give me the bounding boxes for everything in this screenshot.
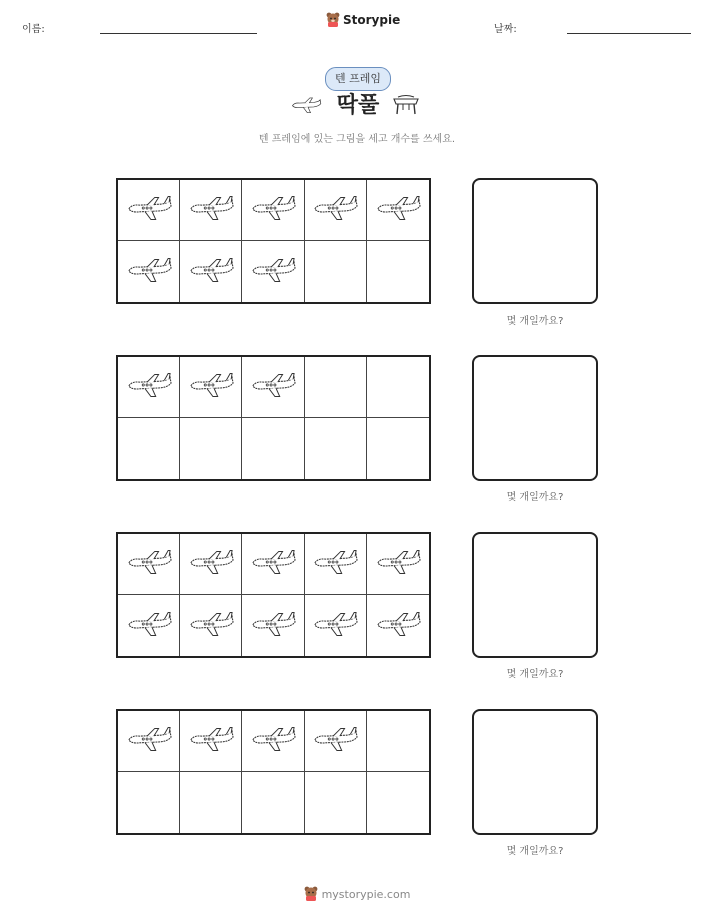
frame-cell: [180, 534, 242, 595]
frame-cell: [367, 534, 429, 595]
frame-cell: [180, 772, 242, 833]
airplane-icon: [312, 724, 358, 758]
airplane-icon: [126, 609, 172, 643]
topic-badge: 텐 프레임: [325, 67, 391, 91]
answer-box-1[interactable]: [472, 178, 598, 304]
frame-cell: [367, 772, 429, 833]
bear-icon: [304, 886, 318, 902]
frame-cell: [118, 180, 180, 241]
frame-cell: [367, 418, 429, 479]
brand-logo: [326, 12, 400, 28]
frame-cell: [118, 534, 180, 595]
footer-site: mystorypie.com: [321, 887, 411, 901]
frame-cell: [118, 418, 180, 479]
frame-cell: [305, 595, 367, 656]
airplane-icon: [126, 370, 172, 404]
question-label-3: 몇 개일까요?: [506, 669, 564, 680]
frame-cell: [180, 180, 242, 241]
page-title: 딱풀: [336, 93, 380, 118]
airplane-icon: [188, 255, 234, 289]
question-label-2: 몇 개일까요?: [506, 492, 564, 503]
frame-cell: [242, 241, 304, 302]
ten-frame-4: [116, 709, 431, 835]
frame-cell: [367, 180, 429, 241]
airplane-icon: [250, 370, 296, 404]
frame-cell: [367, 241, 429, 302]
airplane-icon: [188, 609, 234, 643]
airplane-icon: [250, 547, 296, 581]
frame-cell: [305, 534, 367, 595]
date-line[interactable]: [567, 33, 691, 34]
frame-cell: [367, 595, 429, 656]
airplane-icon: [126, 724, 172, 758]
answer-box-3[interactable]: [472, 532, 598, 658]
glue-stick-icon: [391, 93, 421, 115]
airplane-icon: [250, 255, 296, 289]
frame-cell: [305, 772, 367, 833]
frame-cell: [180, 711, 242, 772]
airplane-icon: [375, 609, 421, 643]
frame-cell: [118, 595, 180, 656]
frame-cell: [242, 595, 304, 656]
question-label-4: 몇 개일까요?: [506, 846, 564, 857]
airplane-icon: [188, 724, 234, 758]
instruction-text: 텐 프레임에 있는 그림을 세고 개수를 쓰세요.: [258, 134, 456, 145]
airplane-icon: [375, 547, 421, 581]
name-line[interactable]: [100, 33, 257, 34]
bear-icon: [326, 12, 340, 28]
airplane-icon: [188, 547, 234, 581]
frame-cell: [242, 418, 304, 479]
frame-cell: [305, 241, 367, 302]
airplane-icon: [188, 193, 234, 227]
airplane-icon: [312, 609, 358, 643]
frame-cell: [367, 357, 429, 418]
ten-frame-3: [116, 532, 431, 658]
question-label-1: 몇 개일까요?: [506, 316, 564, 327]
frame-cell: [118, 711, 180, 772]
airplane-icon: [126, 255, 172, 289]
frame-cell: [242, 534, 304, 595]
frame-cell: [118, 241, 180, 302]
ten-frame-2: [116, 355, 431, 481]
frame-cell: [305, 180, 367, 241]
frame-cell: [180, 418, 242, 479]
frame-cell: [305, 357, 367, 418]
frame-cell: [118, 357, 180, 418]
answer-box-2[interactable]: [472, 355, 598, 481]
airplane-icon: [289, 96, 323, 114]
frame-cell: [242, 772, 304, 833]
frame-cell: [180, 241, 242, 302]
brand-name: Storypie: [343, 13, 401, 27]
airplane-icon: [312, 193, 358, 227]
frame-cell: [180, 357, 242, 418]
frame-cell: [242, 711, 304, 772]
airplane-icon: [312, 547, 358, 581]
frame-cell: [367, 711, 429, 772]
footer: [0, 886, 714, 902]
airplane-icon: [126, 193, 172, 227]
frame-cell: [118, 772, 180, 833]
frame-cell: [305, 711, 367, 772]
airplane-icon: [375, 193, 421, 227]
answer-box-4[interactable]: [472, 709, 598, 835]
airplane-icon: [188, 370, 234, 404]
frame-cell: [242, 357, 304, 418]
frame-cell: [242, 180, 304, 241]
airplane-icon: [250, 609, 296, 643]
ten-frame-1: [116, 178, 431, 304]
airplane-icon: [250, 193, 296, 227]
name-label: 이름:: [22, 24, 45, 35]
airplane-icon: [126, 547, 172, 581]
frame-cell: [180, 595, 242, 656]
date-label: 날짜:: [494, 24, 517, 35]
frame-cell: [305, 418, 367, 479]
airplane-icon: [250, 724, 296, 758]
